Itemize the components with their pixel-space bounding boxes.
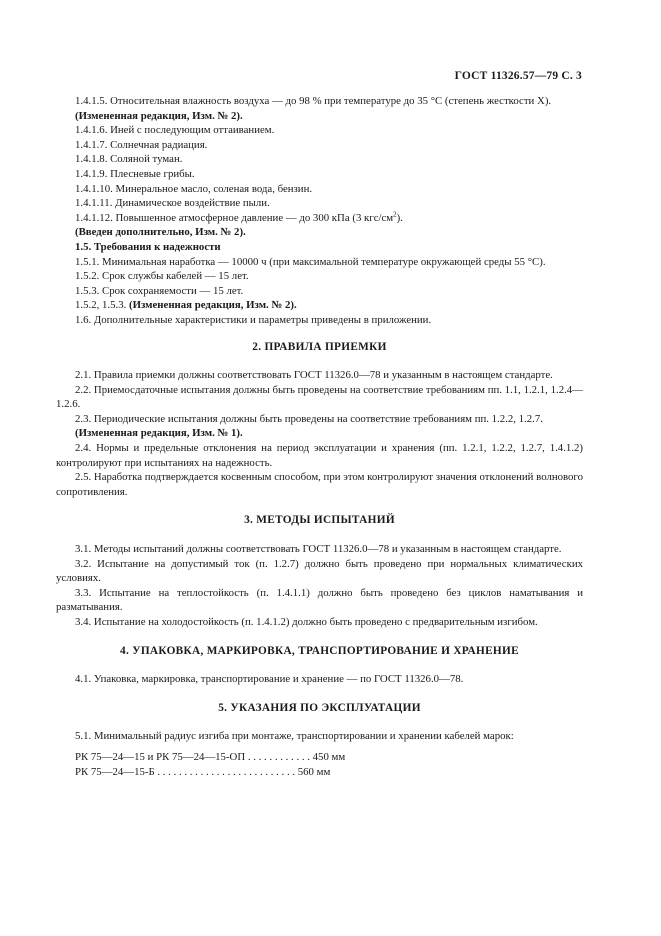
paragraph: (Измененная редакция, Изм. № 1). — [75, 427, 243, 440]
page-header: ГОСТ 11326.57—79 С. 3 — [454, 70, 582, 82]
pressure-text: 1.4.1.12. Повышенное атмосферное давление — до 300 кПа (3 кгс/см — [75, 211, 394, 224]
paragraph: 2.1. Правила приемки должны соответствовать ГОСТ 11326.0—78 и указанным в настоящем стандарте. — [75, 369, 553, 382]
paragraph: 1.6. Дополнительные характеристики и параметры приведены в приложении. — [75, 313, 432, 326]
section-3-body — [56, 542, 583, 630]
pressure-suffix: ). — [396, 211, 403, 224]
paragraph: 1.5.1. Минимальная наработка — 10000 ч (при максимальной температуре окружающей среды 55 °С). — [75, 255, 546, 268]
paragraph: 1.5.3. Срок сохраняемости — 15 лет. — [75, 284, 244, 297]
paragraph: 1.4.1.8. Соляной туман. — [75, 153, 183, 166]
section-2-body — [56, 368, 583, 499]
bend-radius-table — [75, 750, 583, 779]
paragraph: 1.4.1.11. Динамическое воздействие пыли. — [75, 197, 270, 210]
paragraph: 1.5. Требования к надежности — [75, 240, 221, 253]
paragraph: 2.2. Приемосдаточные испытания должны быть проведены на соответствие требованиям пп. 1.1, 1.2.1, 1.2.4—1.2.6. — [56, 383, 583, 411]
table-cell-value: 560 мм — [297, 765, 331, 778]
paragraph: 1.5.2. Срок службы кабелей — 15 лет. — [75, 270, 249, 283]
paragraph: 4.1. Упаковка, маркировка, транспортирование и хранение — по ГОСТ 11326.0—78. — [75, 673, 464, 686]
paragraph: 3.4. Испытание на холодостойкость (п. 1.4.1.2) должно быть проведено с предварительным изгибом. — [75, 616, 538, 628]
paragraph: 3.2. Испытание на допустимый ток (п. 1.2.7) должно быть проведено при нормальных климатических условиях. — [56, 557, 583, 585]
section-4-body — [56, 672, 583, 687]
paragraph: 2.4. Нормы и предельные отклонения на период эксплуатации и хранения (пп. 1.2.1, 1.2.2, 1.2.7, 1.4.1.2) контролируют при испытаниях на надежность. — [56, 442, 583, 469]
table-cell-label: РК 75—24—15-Б — [75, 765, 155, 778]
paragraph: 1.4.1.5. Относительная влажность воздуха — до 98 % при температуре до 35 °С (степень жесткости X). — [75, 95, 552, 107]
paragraph-pressure — [56, 211, 583, 226]
document-body — [56, 94, 583, 779]
paragraph: 2.5. Наработка подтверждается косвенным способом, при этом контролируют значения отклонений волнового сопротивления. — [56, 471, 583, 498]
paragraph: 1.4.1.9. Плесневые грибы. — [75, 167, 195, 180]
paragraph: 3.3. Испытание на теплостойкость (п. 1.4.1.1) должно быть проведено без циклов наматывания и разматывания. — [56, 586, 583, 614]
section-1-continuation — [56, 94, 583, 328]
paragraph: 2.3. Периодические испытания должны быть проведены на соответствие требованиям пп. 1.2.2, 1.2.7. — [75, 412, 543, 425]
table-cell-label: РК 75—24—15 и РК 75—24—15-ОП — [75, 750, 246, 763]
amendment-note: (Измененная редакция, Изм. № 2). — [128, 299, 297, 312]
paragraph: (Измененная редакция, Изм. № 2). — [75, 109, 243, 122]
section-5-heading: 5. УКАЗАНИЯ ПО ЭКСПЛУАТАЦИИ — [218, 701, 421, 714]
table-cell-dots: . . . . . . . . . . . . — [245, 750, 313, 763]
paragraph: 1.4.1.7. Солнечная радиация. — [75, 138, 208, 151]
paragraph-amendment — [56, 298, 583, 313]
paragraph: 1.4.1.10. Минеральное масло, соленая вода, бензин. — [75, 182, 313, 195]
paragraph: (Введен дополнительно, Изм. № 2). — [75, 226, 246, 239]
table-row — [75, 765, 583, 780]
table-cell-value: 450 мм — [312, 750, 346, 763]
section-4-heading: 4. УПАКОВКА, МАРКИРОВКА, ТРАНСПОРТИРОВАНИЕ И ХРАНЕНИЕ — [120, 644, 519, 657]
pressure-superscript: 2 — [393, 210, 397, 219]
table-row — [75, 750, 583, 765]
section-5-body — [56, 729, 583, 744]
amendment-ref: 1.5.2, 1.5.3. — [75, 299, 129, 312]
table-cell-dots: . . . . . . . . . . . . . . . . . . . . . . . . . . — [154, 765, 298, 778]
section-2-heading: 2. ПРАВИЛА ПРИЕМКИ — [252, 340, 387, 353]
paragraph: 1.4.1.6. Иней с последующим оттаиванием. — [75, 124, 275, 137]
paragraph: 5.1. Минимальный радиус изгиба при монтаже, транспортировании и хранении кабелей марок: — [75, 730, 514, 743]
section-3-heading: 3. МЕТОДЫ ИСПЫТАНИЙ — [244, 514, 395, 527]
paragraph: 3.1. Методы испытаний должны соответствовать ГОСТ 11326.0—78 и указанным в настоящем стандарте. — [75, 543, 562, 556]
